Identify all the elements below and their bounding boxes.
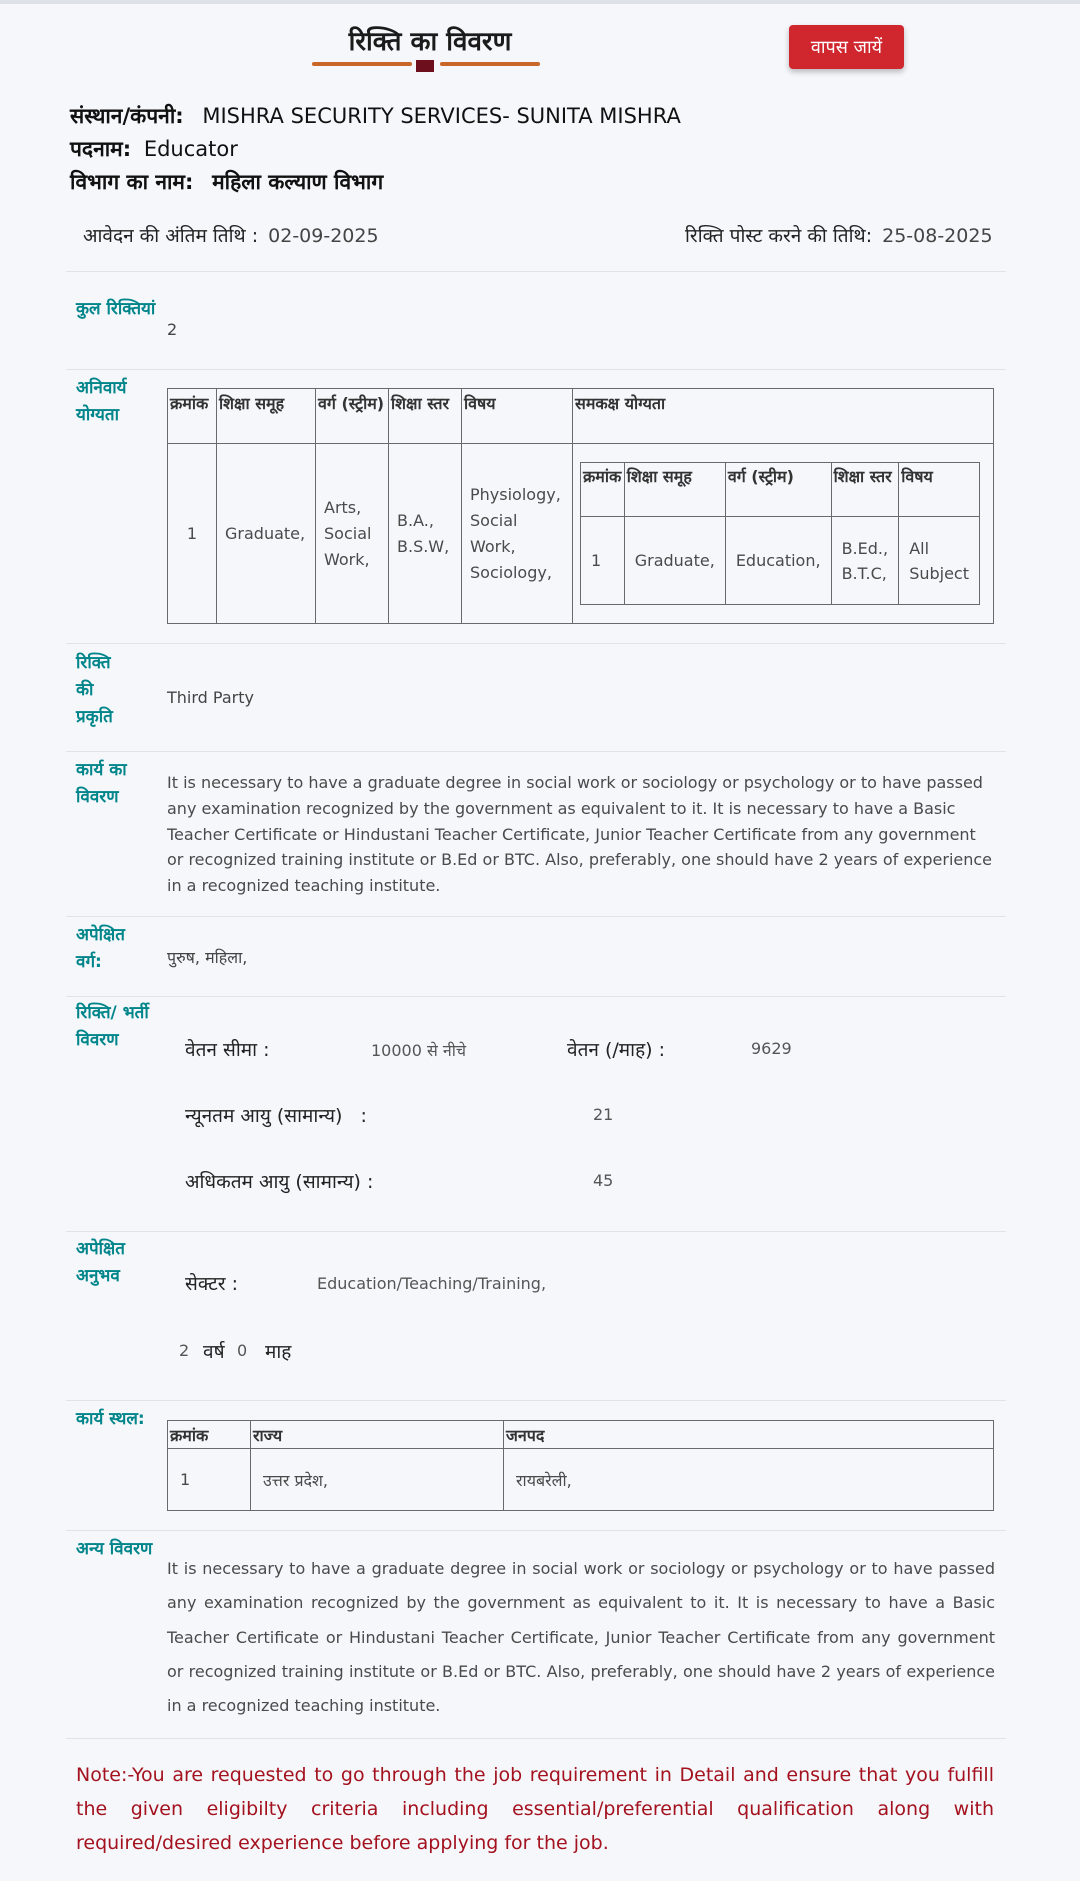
max-age-value: 45 — [593, 1171, 614, 1190]
column-header: शिक्षा समूह — [624, 463, 725, 517]
table-cell: Graduate, — [624, 517, 725, 605]
min-age-value: 21 — [593, 1105, 614, 1124]
job-description-label: कार्य का विवरण — [76, 760, 127, 807]
table-cell: रायबरेली, — [504, 1449, 994, 1511]
divider — [66, 643, 1006, 644]
min-age-label: न्यूनतम आयु (सामान्य) : — [185, 1105, 367, 1127]
workplace-label: कार्य स्थल: — [76, 1409, 145, 1429]
table-cell: 1 — [581, 517, 625, 605]
expected-category-label: अपेक्षित वर्ग: — [76, 925, 125, 972]
sector-value: Education/Teaching/Training, — [317, 1274, 547, 1293]
column-header: वर्ग (स्ट्रीम) — [316, 389, 389, 444]
column-header: जनपद — [504, 1421, 994, 1449]
post-value: Educator — [143, 137, 238, 161]
department-value: महिला कल्याण विभाग — [212, 170, 384, 194]
divider — [66, 1231, 1006, 1232]
company-label: संस्थान/कंपनी: — [70, 104, 184, 128]
column-header: शिक्षा स्तर — [389, 389, 462, 444]
last-date-row — [83, 222, 379, 248]
table-cell: All Subject — [899, 517, 980, 605]
experience-months-value: 0 — [237, 1341, 248, 1360]
column-header: विषय — [899, 463, 980, 517]
divider — [66, 916, 1006, 917]
divider — [66, 996, 1006, 997]
column-header: शिक्षा समूह — [217, 389, 316, 444]
column-header: समकक्ष योग्यता — [573, 389, 994, 444]
experience-label: अपेक्षित अनुभव — [76, 1239, 125, 1286]
salary-range-value: 10000 से नीचे — [371, 1041, 467, 1060]
table-header-row — [581, 463, 980, 517]
column-header: वर्ग (स्ट्रीम) — [725, 463, 831, 517]
table-cell: Physiology, Social Work, Sociology, — [462, 444, 573, 624]
table-cell: B.A., B.S.W, — [389, 444, 462, 624]
back-button[interactable]: वापस जायें — [789, 25, 904, 69]
post-label: पदनाम: — [70, 137, 132, 161]
department-label: विभाग का नाम: — [70, 170, 194, 194]
table-cell: 1 — [168, 1449, 251, 1511]
divider — [66, 1530, 1006, 1531]
column-header: विषय — [462, 389, 573, 444]
table-cell: 1 — [168, 444, 217, 624]
max-age-label: अधिकतम आयु (सामान्य) : — [185, 1171, 374, 1193]
salary-range-label: वेतन सीमा : — [185, 1039, 270, 1061]
posted-date-label: रिक्ति पोस्ट करने की तिथि: — [685, 225, 873, 247]
last-date-value: 02-09-2025 — [268, 225, 379, 247]
sector-label: सेक्टर : — [185, 1273, 238, 1295]
qualification-label: अनिवार्य योग्यता — [76, 378, 127, 425]
table-row — [581, 517, 980, 605]
department-row — [70, 168, 383, 196]
expected-category-value: पुरुष, महिला, — [167, 948, 248, 967]
other-details-text: It is necessary to have a graduate degree in social work or sociology or psychology or to have passed any examination recognized by the government as equivalent to it. It is necessary to have a Basic Teacher Certificate or Hindustani Teacher Certificate, Junior Teacher Certificate from any government or recognized training institute or B.Ed or BTC. Also, preferably, one should have 2 years of experience in a recognized teaching institute. — [167, 1559, 995, 1716]
divider — [66, 1400, 1006, 1401]
note-text: Note:-You are requested to go through the job requirement in Detail and ensure that you fulfill the given eligibilty criteria including essential/preferential qualification along with required/desired experience before applying for the job. — [76, 1764, 994, 1854]
job-description-text: It is necessary to have a graduate degree in social work or sociology or psychology or to have passed any examination recognized by the government as equivalent to it. It is necessary to have a Basic Teacher Certificate or Hindustani Teacher Certificate, Junior Teacher Certificate from any government or recognized training institute or B.Ed or BTC. Also, preferably, one should have 2 years of experience in a recognized teaching institute. — [167, 773, 993, 896]
last-date-label: आवेदन की अंतिम तिथि : — [83, 225, 259, 247]
divider — [66, 1738, 1006, 1739]
salary-label: वेतन (/माह) : — [567, 1039, 666, 1061]
table-cell: Arts, Social Work, — [316, 444, 389, 624]
workplace-table — [167, 1420, 994, 1511]
column-header: राज्य — [251, 1421, 504, 1449]
table-cell: B.Ed., B.T.C, — [831, 517, 899, 605]
other-details-label: अन्य विवरण — [76, 1539, 153, 1559]
divider — [66, 751, 1006, 752]
company-row — [70, 102, 681, 130]
experience-months-label: माह — [265, 1341, 292, 1363]
posted-date-value: 25-08-2025 — [882, 225, 993, 247]
nature-label: रिक्ति की प्रकृति — [76, 653, 113, 727]
post-row — [70, 135, 238, 163]
recruitment-label: रिक्ति/ भर्ती विवरण — [76, 1003, 149, 1050]
total-vacancies-value: 2 — [167, 320, 178, 339]
table-header-row — [168, 389, 994, 444]
divider — [66, 369, 1006, 370]
column-header: शिक्षा स्तर — [831, 463, 899, 517]
experience-years-value: 2 — [179, 1341, 190, 1360]
posted-date-row — [685, 222, 993, 248]
divider — [66, 271, 1006, 272]
equivalent-qualification-table — [580, 462, 980, 605]
table-row — [168, 1449, 994, 1511]
top-border — [0, 0, 1080, 4]
column-header: क्रमांक — [168, 389, 217, 444]
company-value: MISHRA SECURITY SERVICES- SUNITA MISHRA — [202, 104, 681, 128]
title-underline-right — [440, 62, 540, 66]
table-cell: उत्तर प्रदेश, — [251, 1449, 504, 1511]
title-underline-left — [312, 62, 412, 66]
table-cell: Education, — [725, 517, 831, 605]
page-title: रिक्ति का विवरण — [348, 27, 512, 57]
table-cell: Graduate, — [217, 444, 316, 624]
column-header: क्रमांक — [581, 463, 625, 517]
title-underline-marker — [416, 60, 434, 72]
nature-value: Third Party — [167, 688, 254, 707]
salary-value: 9629 — [751, 1039, 792, 1058]
column-header: क्रमांक — [168, 1421, 251, 1449]
table-header-row — [168, 1421, 994, 1449]
experience-years-label: वर्ष — [203, 1341, 225, 1363]
total-vacancies-label: कुल रिक्तियां — [76, 299, 156, 319]
